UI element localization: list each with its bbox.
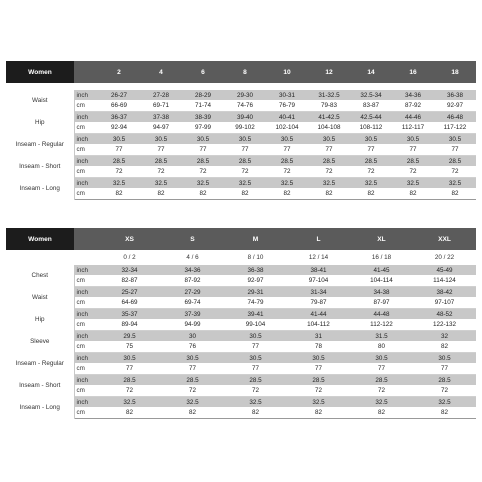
numeric-equivalent: 16 / 18 bbox=[350, 250, 413, 265]
inch-value: 38-41 bbox=[287, 265, 350, 275]
cm-value: 82 bbox=[350, 407, 413, 419]
cm-value: 108-112 bbox=[350, 122, 392, 134]
inch-value: 36-38 bbox=[434, 90, 476, 100]
cm-value: 82 bbox=[140, 188, 182, 200]
inch-value: 34-36 bbox=[392, 90, 434, 100]
unit-label-cm: cm bbox=[74, 100, 98, 112]
inch-value: 32-34 bbox=[98, 265, 161, 275]
cm-value: 92-94 bbox=[98, 122, 140, 134]
cm-value: 82 bbox=[308, 188, 350, 200]
cm-value: 77 bbox=[224, 363, 287, 375]
inch-value: 28.5 bbox=[224, 375, 287, 386]
inch-value: 44-46 bbox=[392, 112, 434, 123]
size-column-header: XS bbox=[98, 228, 161, 250]
inch-value: 30.5 bbox=[140, 134, 182, 145]
empty-cell bbox=[6, 83, 476, 90]
inch-value: 32.5 bbox=[161, 397, 224, 408]
table-row bbox=[6, 134, 476, 145]
inch-value: 30.5 bbox=[350, 353, 413, 364]
table-row bbox=[6, 363, 476, 375]
inch-value: 27-29 bbox=[161, 287, 224, 298]
inch-value: 40-41 bbox=[266, 112, 308, 123]
cm-value: 87-97 bbox=[350, 297, 413, 309]
cm-value: 72 bbox=[266, 166, 308, 178]
inch-value: 32.5 bbox=[350, 178, 392, 189]
cm-value: 117-122 bbox=[434, 122, 476, 134]
size-column-header: 6 bbox=[182, 61, 224, 83]
size-column-header: 8 bbox=[224, 61, 266, 83]
cm-value: 77 bbox=[434, 144, 476, 156]
inch-value: 32.5 bbox=[98, 397, 161, 408]
inch-value: 32.5 bbox=[392, 178, 434, 189]
inch-value: 32.5 bbox=[266, 178, 308, 189]
inch-value: 32.5 bbox=[140, 178, 182, 189]
cm-value: 104-108 bbox=[308, 122, 350, 134]
empty-cell bbox=[6, 250, 74, 265]
cm-value: 78 bbox=[287, 341, 350, 353]
header-spacer bbox=[74, 61, 98, 83]
table-row bbox=[6, 331, 476, 342]
cm-value: 64-69 bbox=[98, 297, 161, 309]
cm-value: 77 bbox=[350, 144, 392, 156]
unit-label-inch: inch bbox=[74, 331, 98, 342]
numeric-equivalent: 0 / 2 bbox=[98, 250, 161, 265]
inch-value: 38-39 bbox=[182, 112, 224, 123]
cm-value: 82-87 bbox=[98, 275, 161, 287]
cm-value: 104-114 bbox=[350, 275, 413, 287]
inch-value: 32.5 bbox=[434, 178, 476, 189]
cm-value: 82 bbox=[266, 188, 308, 200]
inch-value: 42.5-44 bbox=[350, 112, 392, 123]
unit-label-cm: cm bbox=[74, 363, 98, 375]
cm-value: 99-102 bbox=[224, 122, 266, 134]
unit-label-inch: inch bbox=[74, 265, 98, 275]
inch-value: 28.5 bbox=[287, 375, 350, 386]
inch-value: 32.5 bbox=[224, 397, 287, 408]
cm-value: 77 bbox=[98, 363, 161, 375]
cm-value: 82 bbox=[434, 188, 476, 200]
table-row bbox=[6, 156, 476, 167]
cm-value: 83-87 bbox=[350, 100, 392, 112]
inch-value: 26-27 bbox=[98, 90, 140, 100]
inch-value: 32 bbox=[413, 331, 476, 342]
measurement-label: Inseam - Long bbox=[6, 397, 74, 419]
inch-value: 30.5 bbox=[224, 353, 287, 364]
inch-value: 30.5 bbox=[266, 134, 308, 145]
inch-value: 46-48 bbox=[434, 112, 476, 123]
cm-value: 72 bbox=[434, 166, 476, 178]
cm-value: 92-97 bbox=[224, 275, 287, 287]
header-row bbox=[6, 228, 476, 250]
unit-label-inch: inch bbox=[74, 178, 98, 189]
cm-value: 72 bbox=[224, 385, 287, 397]
cm-value: 77 bbox=[392, 144, 434, 156]
cm-value: 72 bbox=[140, 166, 182, 178]
table-header-label: Women bbox=[6, 61, 74, 83]
table-header-label: Women bbox=[6, 228, 74, 250]
inch-value: 32.5 bbox=[413, 397, 476, 408]
cm-value: 71-74 bbox=[182, 100, 224, 112]
numeric-equivalent: 4 / 6 bbox=[161, 250, 224, 265]
table-row bbox=[6, 144, 476, 156]
unit-label-cm: cm bbox=[74, 407, 98, 419]
cm-value: 97-99 bbox=[182, 122, 224, 134]
size-column-header: M bbox=[224, 228, 287, 250]
inch-value: 29-30 bbox=[224, 90, 266, 100]
cm-value: 89-94 bbox=[98, 319, 161, 331]
size-column-header: S bbox=[161, 228, 224, 250]
cm-value: 112-122 bbox=[350, 319, 413, 331]
unit-label-inch: inch bbox=[74, 90, 98, 100]
unit-label-cm: cm bbox=[74, 297, 98, 309]
table-row bbox=[6, 353, 476, 364]
empty-cell bbox=[74, 250, 98, 265]
cm-value: 77 bbox=[161, 363, 224, 375]
cm-value: 72 bbox=[98, 385, 161, 397]
unit-label-cm: cm bbox=[74, 385, 98, 397]
inch-value: 30.5 bbox=[98, 134, 140, 145]
inch-value: 28.5 bbox=[308, 156, 350, 167]
inch-value: 28.5 bbox=[266, 156, 308, 167]
size-column-header: 10 bbox=[266, 61, 308, 83]
cm-value: 72 bbox=[308, 166, 350, 178]
table-row bbox=[6, 275, 476, 287]
unit-label-inch: inch bbox=[74, 375, 98, 386]
inch-value: 25-27 bbox=[98, 287, 161, 298]
table-row bbox=[6, 375, 476, 386]
inch-value: 28.5 bbox=[434, 156, 476, 167]
cm-value: 66-69 bbox=[98, 100, 140, 112]
inch-value: 28-29 bbox=[182, 90, 224, 100]
cm-value: 77 bbox=[308, 144, 350, 156]
cm-value: 77 bbox=[182, 144, 224, 156]
inch-value: 32.5 bbox=[224, 178, 266, 189]
measurement-label: Inseam - Regular bbox=[6, 134, 74, 156]
unit-label-inch: inch bbox=[74, 156, 98, 167]
inch-value: 28.5 bbox=[140, 156, 182, 167]
cm-value: 69-71 bbox=[140, 100, 182, 112]
inch-value: 44-48 bbox=[350, 309, 413, 320]
numeric-equivalent: 12 / 14 bbox=[287, 250, 350, 265]
cm-value: 82 bbox=[413, 407, 476, 419]
cm-value: 94-99 bbox=[161, 319, 224, 331]
unit-label-inch: inch bbox=[74, 112, 98, 123]
inch-value: 29.5 bbox=[98, 331, 161, 342]
cm-value: 72 bbox=[224, 166, 266, 178]
cm-value: 82 bbox=[287, 407, 350, 419]
inch-value: 30.5 bbox=[161, 353, 224, 364]
inch-value: 31-32.5 bbox=[308, 90, 350, 100]
table-row bbox=[6, 385, 476, 397]
cm-value: 74-76 bbox=[224, 100, 266, 112]
inch-value: 28.5 bbox=[350, 375, 413, 386]
inch-value: 32.5 bbox=[308, 178, 350, 189]
cm-value: 72 bbox=[98, 166, 140, 178]
unit-label-inch: inch bbox=[74, 309, 98, 320]
inch-value: 34-36 bbox=[161, 265, 224, 275]
header-row bbox=[6, 61, 476, 83]
numeric-equivalent: 20 / 22 bbox=[413, 250, 476, 265]
cm-value: 74-79 bbox=[224, 297, 287, 309]
cm-value: 112-117 bbox=[392, 122, 434, 134]
cm-value: 82 bbox=[392, 188, 434, 200]
measurement-label: Hip bbox=[6, 309, 74, 331]
inch-value: 28.5 bbox=[182, 156, 224, 167]
header-spacer bbox=[74, 228, 98, 250]
inch-value: 30.5 bbox=[287, 353, 350, 364]
inch-value: 28.5 bbox=[98, 375, 161, 386]
cm-value: 87-92 bbox=[392, 100, 434, 112]
measurement-label: Waist bbox=[6, 90, 74, 112]
inch-value: 28.5 bbox=[392, 156, 434, 167]
inch-value: 30.5 bbox=[98, 353, 161, 364]
inch-value: 39-41 bbox=[224, 309, 287, 320]
cm-value: 72 bbox=[161, 385, 224, 397]
cm-value: 77 bbox=[224, 144, 266, 156]
inch-value: 30.5 bbox=[392, 134, 434, 145]
inch-value: 30.5 bbox=[224, 331, 287, 342]
size-column-header: L bbox=[287, 228, 350, 250]
inch-value: 37-39 bbox=[161, 309, 224, 320]
size-column-header: XXL bbox=[413, 228, 476, 250]
unit-label-cm: cm bbox=[74, 144, 98, 156]
size-column-header: XL bbox=[350, 228, 413, 250]
size-column-header: 12 bbox=[308, 61, 350, 83]
cm-value: 80 bbox=[350, 341, 413, 353]
inch-value: 30.5 bbox=[182, 134, 224, 145]
cm-value: 77 bbox=[98, 144, 140, 156]
measurement-label: Sleeve bbox=[6, 331, 74, 353]
table-row bbox=[6, 297, 476, 309]
inch-value: 32.5 bbox=[350, 397, 413, 408]
unit-label-cm: cm bbox=[74, 166, 98, 178]
inch-value: 32.5 bbox=[287, 397, 350, 408]
inch-value: 30.5 bbox=[434, 134, 476, 145]
unit-label-inch: inch bbox=[74, 134, 98, 145]
measurement-label: Waist bbox=[6, 287, 74, 309]
measurement-label: Inseam - Long bbox=[6, 178, 74, 200]
inch-value: 35-37 bbox=[98, 309, 161, 320]
cm-value: 72 bbox=[182, 166, 224, 178]
measurement-label: Inseam - Short bbox=[6, 156, 74, 178]
inch-value: 28.5 bbox=[224, 156, 266, 167]
cm-value: 72 bbox=[350, 166, 392, 178]
inch-value: 30.5 bbox=[350, 134, 392, 145]
inch-value: 41-45 bbox=[350, 265, 413, 275]
size-column-header: 14 bbox=[350, 61, 392, 83]
inch-value: 28.5 bbox=[161, 375, 224, 386]
cm-value: 75 bbox=[98, 341, 161, 353]
numeric-equivalent: 8 / 10 bbox=[224, 250, 287, 265]
inch-value: 34-38 bbox=[350, 287, 413, 298]
table-row bbox=[6, 407, 476, 419]
cm-value: 72 bbox=[392, 166, 434, 178]
table-row bbox=[6, 265, 476, 275]
unit-label-inch: inch bbox=[74, 287, 98, 298]
cm-value: 94-97 bbox=[140, 122, 182, 134]
table-row bbox=[6, 122, 476, 134]
table-row bbox=[6, 319, 476, 331]
cm-value: 72 bbox=[350, 385, 413, 397]
cm-value: 77 bbox=[140, 144, 182, 156]
cm-value: 97-107 bbox=[413, 297, 476, 309]
cm-value: 79-87 bbox=[287, 297, 350, 309]
unit-label-cm: cm bbox=[74, 122, 98, 134]
inch-value: 30.5 bbox=[224, 134, 266, 145]
unit-label-cm: cm bbox=[74, 275, 98, 287]
cm-value: 82 bbox=[224, 188, 266, 200]
cm-value: 82 bbox=[350, 188, 392, 200]
size-column-header: 18 bbox=[434, 61, 476, 83]
cm-value: 99-104 bbox=[224, 319, 287, 331]
inch-value: 48-52 bbox=[413, 309, 476, 320]
unit-label-cm: cm bbox=[74, 188, 98, 200]
measurement-label: Inseam - Short bbox=[6, 375, 74, 397]
cm-value: 97-104 bbox=[287, 275, 350, 287]
inch-value: 31.5 bbox=[350, 331, 413, 342]
measurement-label: Hip bbox=[6, 112, 74, 134]
table-row bbox=[6, 397, 476, 408]
cm-value: 82 bbox=[224, 407, 287, 419]
inch-value: 41-44 bbox=[287, 309, 350, 320]
table-row bbox=[6, 166, 476, 178]
size-column-header: 4 bbox=[140, 61, 182, 83]
cm-value: 82 bbox=[413, 341, 476, 353]
inch-value: 30.5 bbox=[413, 353, 476, 364]
cm-value: 82 bbox=[182, 188, 224, 200]
inch-value: 45-49 bbox=[413, 265, 476, 275]
unit-label-inch: inch bbox=[74, 397, 98, 408]
cm-value: 69-74 bbox=[161, 297, 224, 309]
cm-value: 77 bbox=[224, 341, 287, 353]
numeric-equivalents-row bbox=[6, 250, 476, 265]
cm-value: 114-124 bbox=[413, 275, 476, 287]
table-row bbox=[6, 188, 476, 200]
cm-value: 77 bbox=[413, 363, 476, 375]
inch-value: 38-42 bbox=[413, 287, 476, 298]
cm-value: 82 bbox=[161, 407, 224, 419]
unit-label-cm: cm bbox=[74, 319, 98, 331]
inch-value: 28.5 bbox=[98, 156, 140, 167]
cm-value: 122-132 bbox=[413, 319, 476, 331]
cm-value: 87-92 bbox=[161, 275, 224, 287]
inch-value: 29-31 bbox=[224, 287, 287, 298]
size-column-header: 16 bbox=[392, 61, 434, 83]
inch-value: 36-38 bbox=[224, 265, 287, 275]
table-row bbox=[6, 341, 476, 353]
inch-value: 39-40 bbox=[224, 112, 266, 123]
inch-value: 32.5 bbox=[98, 178, 140, 189]
inch-value: 41-42.5 bbox=[308, 112, 350, 123]
table-row bbox=[6, 309, 476, 320]
inch-value: 32.5-34 bbox=[350, 90, 392, 100]
inch-value: 30.5 bbox=[308, 134, 350, 145]
cm-value: 82 bbox=[98, 407, 161, 419]
inch-value: 31-34 bbox=[287, 287, 350, 298]
cm-value: 76-79 bbox=[266, 100, 308, 112]
size-column-header: 2 bbox=[98, 61, 140, 83]
unit-label-cm: cm bbox=[74, 341, 98, 353]
cm-value: 77 bbox=[350, 363, 413, 375]
cm-value: 72 bbox=[287, 385, 350, 397]
inch-value: 27-28 bbox=[140, 90, 182, 100]
cm-value: 79-83 bbox=[308, 100, 350, 112]
inch-value: 36-37 bbox=[98, 112, 140, 123]
inch-value: 32.5 bbox=[182, 178, 224, 189]
cm-value: 104-112 bbox=[287, 319, 350, 331]
cm-value: 92-97 bbox=[434, 100, 476, 112]
cm-value: 102-104 bbox=[266, 122, 308, 134]
unit-label-inch: inch bbox=[74, 353, 98, 364]
inch-value: 28.5 bbox=[413, 375, 476, 386]
cm-value: 72 bbox=[413, 385, 476, 397]
cm-value: 77 bbox=[266, 144, 308, 156]
alpha-size-table bbox=[6, 228, 476, 419]
spacer-row bbox=[6, 83, 476, 90]
inch-value: 30 bbox=[161, 331, 224, 342]
table-row bbox=[6, 287, 476, 298]
inch-value: 28.5 bbox=[350, 156, 392, 167]
table-row bbox=[6, 90, 476, 100]
cm-value: 82 bbox=[98, 188, 140, 200]
measurement-label: Inseam - Regular bbox=[6, 353, 74, 375]
measurement-label: Chest bbox=[6, 265, 74, 287]
inch-value: 37-38 bbox=[140, 112, 182, 123]
cm-value: 77 bbox=[287, 363, 350, 375]
cm-value: 76 bbox=[161, 341, 224, 353]
inch-value: 30-31 bbox=[266, 90, 308, 100]
table-row bbox=[6, 112, 476, 123]
inch-value: 31 bbox=[287, 331, 350, 342]
numeric-size-table bbox=[6, 61, 476, 200]
table-row bbox=[6, 178, 476, 189]
table-row bbox=[6, 100, 476, 112]
